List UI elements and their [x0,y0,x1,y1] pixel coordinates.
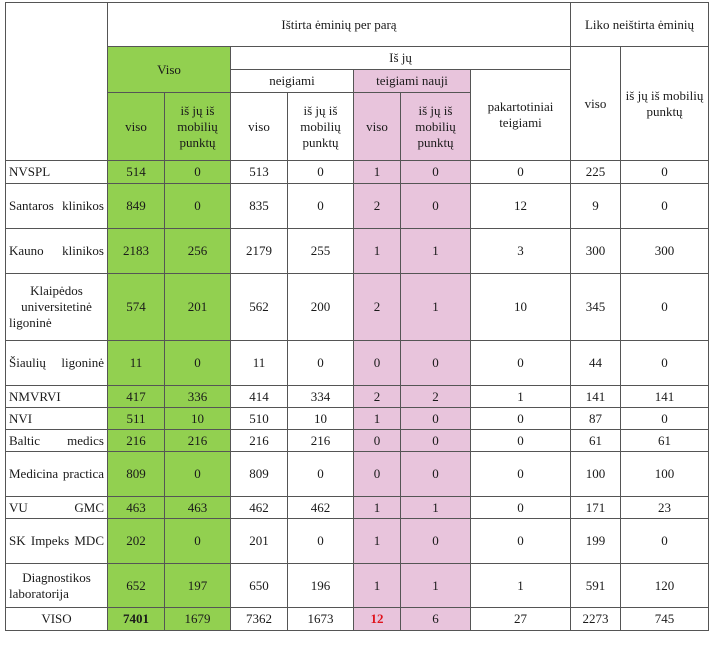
cell-pos-mobile: 1 [401,564,471,608]
cell-neg-mobile: 216 [288,430,354,452]
cell-pos-total: 2 [354,274,401,341]
row-label: SK Impeks MDC [6,519,108,564]
cell-pos-total: 1 [354,408,401,430]
cell-repeat: 0 [471,497,571,519]
cell-rem-mobile: 120 [621,564,709,608]
cell-neg-total: 201 [231,519,288,564]
cell-rem-mobile: 61 [621,430,709,452]
cell-mobile: 216 [165,430,231,452]
cell-neg-mobile: 0 [288,452,354,497]
cell-rem-mobile: 100 [621,452,709,497]
remaining-total-header: viso [571,47,621,161]
cell-rem-total: 9 [571,184,621,229]
cell-neg-total: 562 [231,274,288,341]
cell-neg-mobile: 255 [288,229,354,274]
cell-total: 7401 [108,608,165,631]
cell-mobile: 0 [165,519,231,564]
cell-pos-mobile: 1 [401,497,471,519]
row-label: Baltic medics [6,430,108,452]
cell-pos-total: 1 [354,519,401,564]
cell-pos-total: 1 [354,497,401,519]
cell-mobile: 0 [165,161,231,184]
cell-pos-total: 0 [354,430,401,452]
cell-rem-mobile: 0 [621,184,709,229]
cell-total: 849 [108,184,165,229]
row-label: VU GMC [6,497,108,519]
cell-neg-total: 650 [231,564,288,608]
remaining-mobile-header: iš jų iš mobilių punktų [621,47,709,161]
cell-repeat: 0 [471,161,571,184]
row-label: Klaipėdos universitetinė ligoninė [6,274,108,341]
table-row [6,161,709,184]
cell-total: 652 [108,564,165,608]
cell-rem-total: 199 [571,519,621,564]
row-label: Diagnostikos laboratorija [6,564,108,608]
cell-neg-total: 510 [231,408,288,430]
cell-total: 463 [108,497,165,519]
row-label: NMVRVI [6,386,108,408]
cell-pos-mobile: 0 [401,161,471,184]
tested-per-day-header: Ištirta ėminių per parą [108,3,571,47]
cell-rem-mobile: 0 [621,274,709,341]
cell-neg-total: 2179 [231,229,288,274]
cell-neg-mobile: 0 [288,184,354,229]
cell-rem-total: 100 [571,452,621,497]
cell-rem-mobile: 0 [621,161,709,184]
row-label: Šiaulių ligoninė [6,341,108,386]
table-row [6,341,709,386]
cell-repeat: 0 [471,430,571,452]
cell-pos-total: 1 [354,161,401,184]
cell-neg-mobile: 0 [288,341,354,386]
cell-mobile: 1679 [165,608,231,631]
cell-neg-total: 414 [231,386,288,408]
cell-mobile: 197 [165,564,231,608]
cell-rem-mobile: 300 [621,229,709,274]
cell-mobile: 201 [165,274,231,341]
cell-rem-mobile: 0 [621,341,709,386]
cell-neg-total: 809 [231,452,288,497]
cell-repeat: 0 [471,408,571,430]
cell-total: 514 [108,161,165,184]
negative-mobile-subheader: iš jų iš mobilių punktų [288,93,354,161]
total-subheader: viso [108,93,165,161]
row-label: NVSPL [6,161,108,184]
cell-neg-total: 462 [231,497,288,519]
cell-repeat: 12 [471,184,571,229]
cell-mobile: 336 [165,386,231,408]
cell-pos-total: 0 [354,341,401,386]
row-label: VISO [6,608,108,631]
cell-mobile: 0 [165,452,231,497]
cell-rem-total: 2273 [571,608,621,631]
cell-neg-total: 7362 [231,608,288,631]
row-label: Santaros klinikos [6,184,108,229]
negative-total-subheader: viso [231,93,288,161]
cell-pos-mobile: 0 [401,408,471,430]
table-row [6,564,709,608]
cell-mobile: 10 [165,408,231,430]
cell-total: 574 [108,274,165,341]
cell-neg-mobile: 200 [288,274,354,341]
cell-pos-total: 1 [354,229,401,274]
cell-neg-mobile: 334 [288,386,354,408]
cell-total: 216 [108,430,165,452]
positive-mobile-subheader: iš jų iš mobilių punktų [401,93,471,161]
row-label: Medicina practica [6,452,108,497]
cell-total: 2183 [108,229,165,274]
cell-pos-mobile: 0 [401,184,471,229]
header-row-1 [6,3,709,47]
total-mobile-subheader: iš jų iš mobilių punktų [165,93,231,161]
cell-total: 202 [108,519,165,564]
row-label: Kauno klinikos [6,229,108,274]
table-row [6,274,709,341]
table-row [6,519,709,564]
cell-rem-total: 141 [571,386,621,408]
cell-neg-total: 11 [231,341,288,386]
cell-pos-total: 12 [354,608,401,631]
table-row [6,184,709,229]
total-group-header: Viso [108,47,231,93]
cell-neg-mobile: 10 [288,408,354,430]
table-row [6,452,709,497]
cell-total: 11 [108,341,165,386]
cell-neg-mobile: 462 [288,497,354,519]
cell-pos-mobile: 1 [401,274,471,341]
cell-neg-total: 835 [231,184,288,229]
cell-mobile: 256 [165,229,231,274]
cell-neg-total: 513 [231,161,288,184]
cell-rem-mobile: 23 [621,497,709,519]
cell-rem-total: 87 [571,408,621,430]
cell-rem-total: 225 [571,161,621,184]
cell-rem-total: 44 [571,341,621,386]
cell-mobile: 0 [165,184,231,229]
row-label: NVI [6,408,108,430]
cell-pos-mobile: 6 [401,608,471,631]
cell-pos-total: 0 [354,452,401,497]
repeated-positive-header: pakartotiniai teigiami [471,70,571,161]
cell-neg-mobile: 0 [288,519,354,564]
positive-total-subheader: viso [354,93,401,161]
of-which-header: Iš jų [231,47,571,70]
cell-repeat: 10 [471,274,571,341]
cell-neg-mobile: 0 [288,161,354,184]
cell-repeat: 0 [471,341,571,386]
cell-rem-total: 591 [571,564,621,608]
cell-repeat: 0 [471,519,571,564]
cell-neg-mobile: 1673 [288,608,354,631]
cell-pos-mobile: 0 [401,430,471,452]
cell-neg-total: 216 [231,430,288,452]
totals-row [6,608,709,631]
table-row [6,497,709,519]
cell-mobile: 463 [165,497,231,519]
cell-pos-total: 2 [354,184,401,229]
table-row [6,386,709,408]
cell-repeat: 1 [471,386,571,408]
cell-rem-total: 300 [571,229,621,274]
cell-rem-mobile: 0 [621,519,709,564]
negative-header: neigiami [231,70,354,93]
cell-repeat: 1 [471,564,571,608]
cell-neg-mobile: 196 [288,564,354,608]
table-row [6,229,709,274]
cell-total: 417 [108,386,165,408]
cell-pos-mobile: 0 [401,452,471,497]
cell-pos-mobile: 1 [401,229,471,274]
cell-rem-total: 61 [571,430,621,452]
cell-rem-total: 345 [571,274,621,341]
cell-mobile: 0 [165,341,231,386]
positive-new-header: teigiami nauji [354,70,471,93]
cell-pos-mobile: 0 [401,341,471,386]
cell-rem-total: 171 [571,497,621,519]
cell-total: 809 [108,452,165,497]
covid-test-results-table [5,2,709,631]
cell-repeat: 0 [471,452,571,497]
corner-cell [6,3,108,161]
cell-pos-total: 2 [354,386,401,408]
cell-rem-mobile: 745 [621,608,709,631]
header-row-2 [6,47,709,70]
cell-pos-total: 1 [354,564,401,608]
cell-repeat: 3 [471,229,571,274]
cell-rem-mobile: 141 [621,386,709,408]
table-row [6,430,709,452]
cell-pos-mobile: 2 [401,386,471,408]
cell-rem-mobile: 0 [621,408,709,430]
table-row [6,408,709,430]
cell-repeat: 27 [471,608,571,631]
cell-pos-mobile: 0 [401,519,471,564]
cell-total: 511 [108,408,165,430]
remaining-untested-header: Liko neištirta ėminių [571,3,709,47]
